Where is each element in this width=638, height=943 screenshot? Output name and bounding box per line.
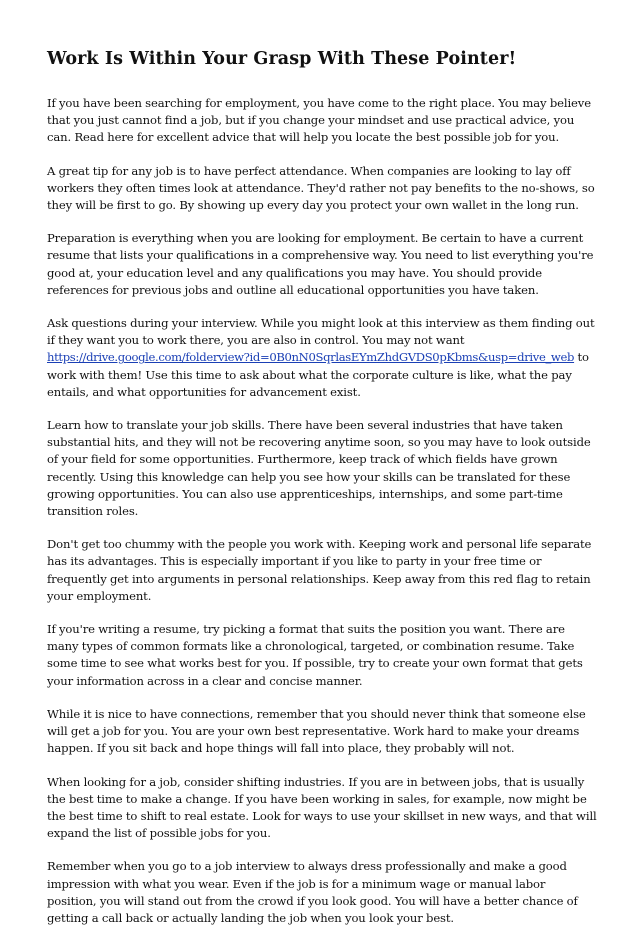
paragraph-dress-professionally: Remember when you go to a job interview to always dress professionally and make a good impression with what you wear. Even if the job is for a minimum wage or manual labor position, you will stand out from the crowd if you look good. You will have a better chance of getting a call back or actually landing the job when you look your best. (47, 859, 578, 925)
paragraph-text-after-link: to work with them! Use this time to ask about what the corporate culture is like, what the pay entails, and what opportunities for advancement exist. (47, 350, 589, 399)
drive-folder-link[interactable]: https://drive.google.com/folderview?id=0B0nN0SqrlasEYmZhdGVDS0pKbms&usp=drive_web (47, 350, 575, 365)
paragraph-text-before-link: Ask questions during your interview. While you might look at this interview as them finding out if they want you to work there, you are also in control. You may not want (47, 316, 595, 348)
paragraph-job-skills: Learn how to translate your job skills. There have been several industries that have taken substantial hits, and they will not be recovering anytime soon, so you may have to look outside of your field for some opportunities. Furthermore, keep track of which fields have grown recently. Using this knowledge can help you see how your skills can be translated for these growing opportunities. You can also use apprenticeships, internships, and some part-time transition roles. (47, 418, 591, 519)
paragraph-shifting-industries: When looking for a job, consider shifting industries. If you are in between jobs, that is usually the best time to make a change. If you have been working in sales, for example, now might be the best time to shift to real estate. Look for ways to use your skillset in new ways, and that will expand the list of possible jobs for you. (47, 774, 597, 841)
paragraph-resume-format: If you're writing a resume, try picking a format that suits the position you want. There are many types of common formats like a chronological, targeted, or combination resume. Take some time to see what works best for you. If possible, try to create your own format that gets your information across in a clear and concise manner. (47, 622, 583, 688)
paragraph-connections: While it is nice to have connections, remember that you should never think that someone else will get a job for you. You are your own best representative. Work hard to make your dreams happen. If you sit back and hope things will fall into place, they probably will not. (47, 706, 586, 756)
paragraph-interview-questions (47, 315, 597, 401)
document-title: Work Is Within Your Grasp With These Pointer! (47, 49, 517, 69)
paragraph-preparation: Preparation is everything when you are looking for employment. Be certain to have a current resume that lists your qualifications in a comprehensive way. You need to list everything you're good at, your education level and any qualifications you may have. You should provide references for previous jobs and outline all educational opportunities you have taken. (47, 231, 594, 297)
paragraph-coworkers: Don't get too chummy with the people you work with. Keeping work and personal life separate has its advantages. This is especially important if you like to party in your free time or frequently get into arguments in personal relationships. Keep away from this red flag to retain your employment. (47, 537, 592, 603)
document-page (47, 48, 597, 943)
paragraph-attendance: A great tip for any job is to have perfect attendance. When companies are looking to lay off workers they often times look at attendance. They'd rather not pay benefits to the no-shows, so they will be first to go. By showing up every day you protect your own wallet in the long run. (47, 163, 595, 213)
paragraph-intro: If you have been searching for employment, you have come to the right place. You may believe that you just cannot find a job, but if you change your mindset and use practical advice, you can. Read here for excellent advice that will help you locate the best possible job for you. (47, 96, 591, 145)
